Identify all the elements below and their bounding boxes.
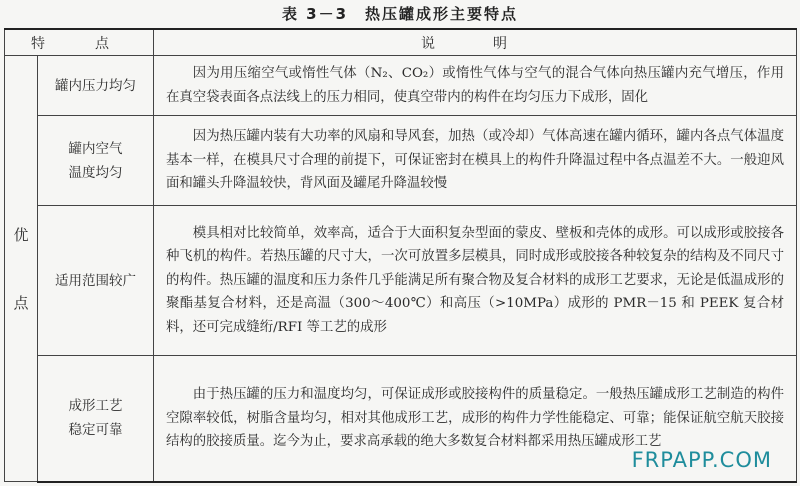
feature-cell: 罐内压力均匀 — [38, 56, 154, 116]
table-row — [5, 116, 797, 206]
description-cell: 因为用压缩空气或惰性气体（N₂、CO₂）或惰性气体与空气的混合气体向热压罐内充气增压，作用在真空袋表面各点法线上的压力相同，使真空带内的构件在均匀压力下成形，固化 — [154, 56, 797, 116]
feature-cell: 成形工艺 稳定可靠 — [38, 356, 154, 482]
advantage-label: 优 点 — [5, 56, 38, 482]
watermark: FRPAPP.COM — [631, 448, 772, 472]
features-table — [4, 28, 797, 483]
description-cell: 由于热压罐的压力和温度均匀，可保证成形或胶接构件的质量稳定。一般热压罐成形工艺制造的构件空隙率较低，树脂含量均匀，相对其他成形工艺，成形的构件力学性能稳定、可靠；能保证航空航天胶接结构的胶接质量。迄今为止，要求高承载的绝大多数复合材料都采用热压罐成形工艺 — [154, 356, 797, 482]
feature-cell: 适用范围较广 — [38, 206, 154, 356]
description-cell: 模具相对比较简单，效率高，适合于大面积复杂型面的蒙皮、壁板和壳体的成形。可以成形或胶接各种飞机的构件。若热压罐的尺寸大，一次可放置多层模具，同时成形或胶接各种较复杂的结构及不同尺寸的构件。热压罐的温度和压力条件几乎能满足所有聚合物及复合材料的成形工艺要求，无论是低温成形的聚酯基复合材料，还是高温（300～400℃）和高压（>10MPa）成形的 PMR－15 和 PEEK 复合材料，还可完成缝绗/RFI 等工艺的成形 — [154, 206, 797, 356]
feature-cell: 罐内空气 温度均匀 — [38, 116, 154, 206]
header-description: 说 明 — [154, 29, 797, 56]
table-row — [5, 56, 797, 116]
table-header-row — [5, 29, 797, 56]
table-caption: 表 3－3 热压罐成形主要特点 — [281, 5, 519, 23]
description-cell: 因为热压罐内装有大功率的风扇和导风套，加热（或冷却）气体高速在罐内循环，罐内各点气体温度基本一样，在模具尺寸合理的前提下，可保证密封在模具上的构件升降温过程中各点温差不大。一般迎风面和罐头升降温较快，背风面及罐尾升降温较慢 — [154, 116, 797, 206]
table-row — [5, 206, 797, 356]
header-feature: 特 点 — [5, 29, 154, 56]
